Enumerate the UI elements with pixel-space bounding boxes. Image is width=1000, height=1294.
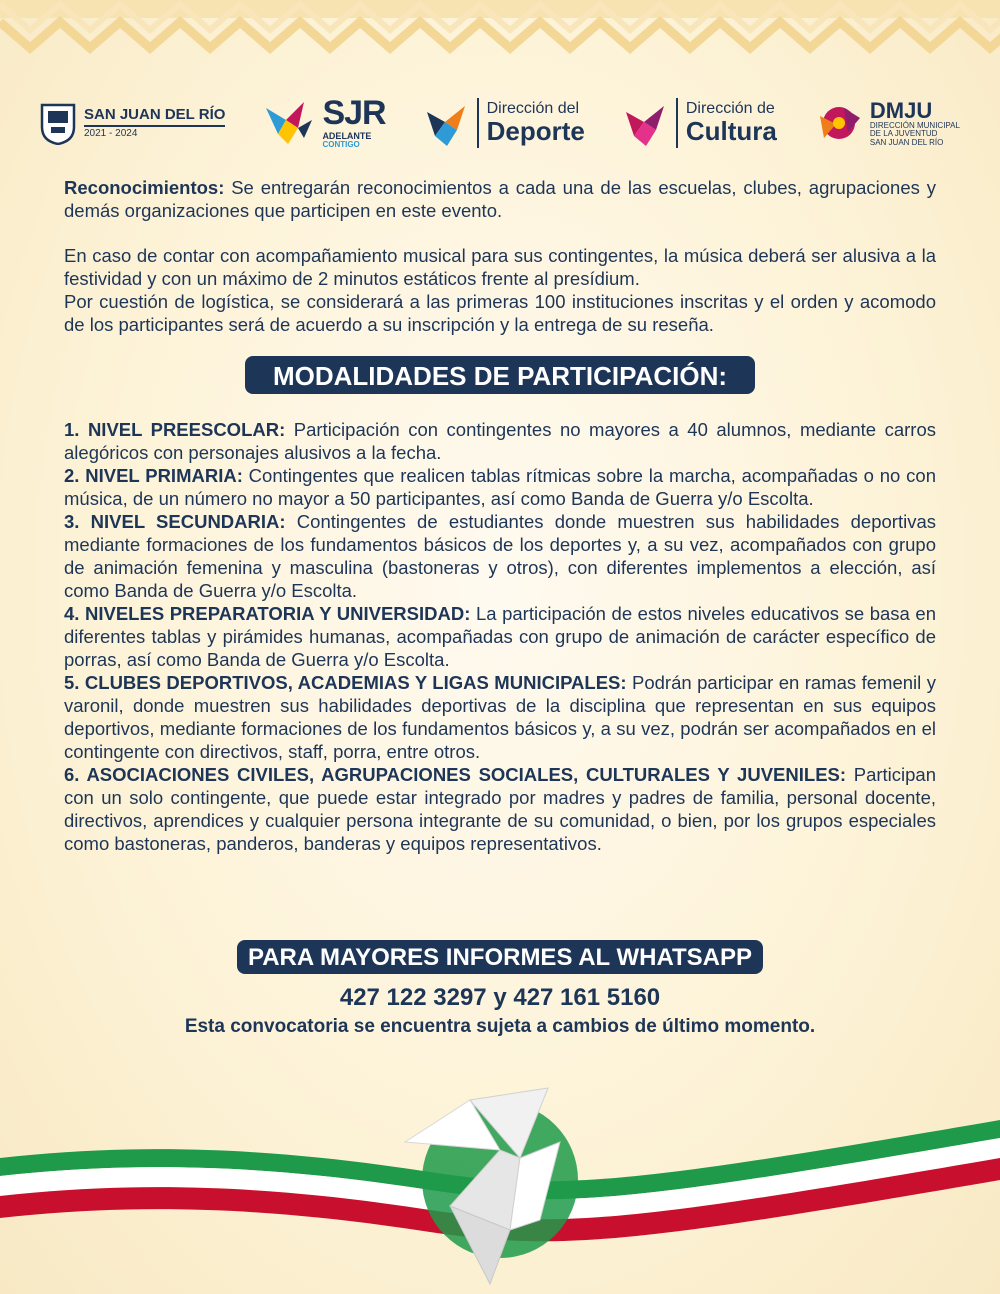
dmju-emblem-icon (816, 98, 862, 148)
direccion-cultura-logo (624, 98, 777, 148)
origami-bird-cultura-icon (624, 98, 668, 148)
dmju-line3: SAN JUAN DEL RÍO (869, 137, 944, 147)
modalidad-label: 1. NIVEL PREESCOLAR: (64, 419, 286, 440)
list-item (64, 763, 936, 855)
modalidades-title: MODALIDADES DE PARTICIPACIÓN: (245, 356, 755, 394)
musica-paragraph: En caso de contar con acompañamiento musical para sus contingentes, la música deberá ser alusiva a la festividad y con un máximo de 2 minutos estáticos frente al presídium. (64, 245, 936, 289)
modalidad-text: La participación de estos niveles educativos se basa en diferentes tablas y pirámides humanas, acompañadas con grupo de animación de carácter específico de porras, así como Banda de Guerra y/o Escolta. (64, 603, 936, 670)
whatsapp-title: PARA MAYORES INFORMES AL WHATSAPP (237, 940, 763, 974)
modalidad-label: 5. CLUBES DEPORTIVOS, ACADEMIAS Y LIGAS MUNICIPALES: (64, 672, 627, 693)
whatsapp-phones: 427 122 3297 y 427 161 5160 (339, 984, 661, 1011)
san-juan-del-rio-logo (40, 101, 225, 145)
reconocimientos-paragraph (64, 176, 936, 222)
modalidad-label: 4. NIVELES PREPARATORIA Y UNIVERSIDAD: (64, 603, 471, 624)
origami-bird-deporte-icon (425, 98, 469, 148)
modalidad-text: Contingentes que realicen tablas rítmicas sobre la marcha, acompañadas o no con música, de un número no mayor a 50 participantes, así como Banda de Guerra y/o Escolta. (64, 465, 936, 509)
logistica-paragraph: Por cuestión de logística, se considerará a las primeras 100 instituciones inscritas y el orden y acomodo de los participantes será de acuerdo a su inscripción y la entrega de su reseña. (64, 291, 936, 335)
modalidad-label: 6. ASOCIACIONES CIVILES, AGRUPACIONES SOCIALES, CULTURALES Y JUVENILES: (64, 764, 847, 785)
dmju-line2: DE LA JUVENTUD (869, 129, 938, 139)
zigzag-border (0, 0, 1000, 70)
dmju-logo (816, 98, 960, 148)
sjr-brand-line2: CONTIGO (322, 140, 360, 150)
coat-of-arms-icon (40, 101, 76, 145)
modalidad-text: Contingentes de estudiantes donde muestren sus habilidades deportivas mediante formaciones de los fundamentos básicos de los deportes y, a su vez, acompañados con grupo de animación femenina y masculina (bastoneras y otros), con diferentes implementos a elección, así como Banda de Guerra y/o Escolta. (64, 511, 936, 601)
change-notice: Esta convocatoria se encuentra sujeta a cambios de último momento. (184, 1016, 816, 1037)
modalidad-label: 3. NIVEL SECUNDARIA: (64, 511, 286, 532)
reconocimientos-label: Reconocimientos: (64, 177, 225, 198)
modalidad-text: Participan con un solo contingente, que puede estar integrado por madres y padres de familia, personal docente, directivos, aprendices y cualquier persona integrante de su comunidad, o bien, por los grupos especiales como bastoneras, panderos, banderas y equipos representativos. (64, 764, 936, 854)
list-item (64, 602, 936, 671)
deporte-big: Deporte (486, 115, 585, 146)
list-item (64, 418, 936, 464)
municipality-name: SAN JUAN DEL RÍO (84, 105, 226, 123)
direccion-deporte-logo (425, 98, 585, 148)
dmju-line1: DIRECCIÓN MUNICIPAL (869, 120, 960, 130)
logos-header (40, 88, 960, 158)
cultura-big: Cultura (685, 115, 777, 146)
origami-bird-icon (264, 98, 314, 148)
municipality-period: 2021 - 2024 (84, 125, 225, 140)
list-item (64, 510, 936, 602)
sjr-brand-line1: ADELANTE (322, 130, 372, 141)
modalidad-text: Participación con contingentes no mayores a 40 alumnos, mediante carros alegóricos con personajes alusivos a la fecha. (64, 419, 936, 463)
sjr-adelante-logo (264, 96, 385, 150)
modalidad-label: 2. NIVEL PRIMARIA: (64, 465, 243, 486)
dmju-title: DMJU (869, 97, 933, 123)
modalidad-text: Podrán participar en ramas femenil y varonil, donde muestren sus habilidades deportivas de la disciplina que representan en sus equipos deportivos, mediante formaciones de los fundamentos básicos y, a su vez, podrán ser acompañados en el contingente con directivos, staff, porra, entre otros. (64, 672, 936, 762)
flag-ribbon (0, 1080, 1000, 1294)
cultura-small: Dirección de (685, 99, 775, 117)
list-item (64, 464, 936, 510)
deporte-small: Dirección del (486, 99, 580, 117)
divider (676, 98, 678, 148)
reconocimientos-text: Se entregarán reconocimientos a cada una de las escuelas, clubes, agrupaciones y demás organizaciones que participen en este evento. (64, 177, 936, 221)
list-item (64, 671, 936, 763)
modalidades-list (64, 418, 936, 855)
divider (477, 98, 479, 148)
sjr-brand-main: SJR (322, 94, 386, 133)
